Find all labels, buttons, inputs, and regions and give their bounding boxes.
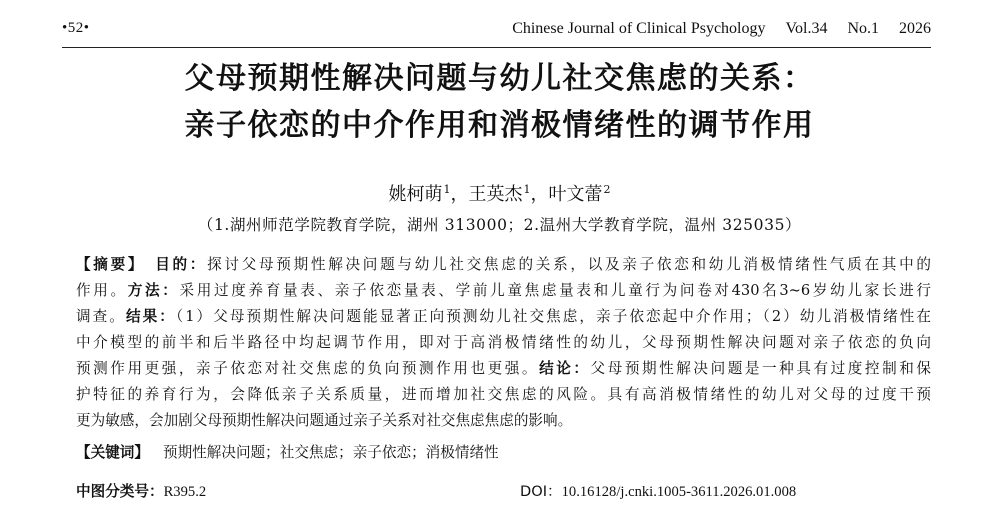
abstract-line [76, 382, 931, 408]
keywords [76, 441, 499, 465]
author-name: 叶文蕾 [548, 184, 603, 205]
author-list [0, 178, 999, 207]
author-affiliation-mark: 1 [443, 183, 451, 196]
abstract-section-label: 目的： [152, 256, 208, 273]
doi-value: 10.16128/j.cnki.1005-3611.2026.01.008 [561, 484, 797, 500]
abstract-text: 护特征的养育行为，会降低亲子关系质量，进而增加社交焦虑的风险。具有高消极情绪性的幼儿对父母的过度干预 [76, 386, 931, 403]
journal-issue: No.1 [847, 20, 879, 37]
classification-number [76, 481, 206, 503]
abstract-text: 调查。 [76, 308, 126, 325]
abstract-text: 父母预期性解决问题是一种具有过度控制和保 [590, 360, 931, 377]
journal-volume: Vol.34 [785, 20, 828, 37]
doi [520, 481, 796, 503]
abstract-section-label: 结论： [539, 360, 591, 377]
abstract [76, 252, 931, 434]
abstract-text: （1）父母预期性解决问题能显著正向预测幼儿社交焦虑，亲子依恋起中介作用；（2）幼儿消极情绪性在 [175, 308, 931, 325]
classification-value: R395.2 [163, 484, 207, 500]
author-affiliation-mark: 1 [523, 183, 531, 196]
page-number: •52• [62, 20, 90, 36]
doi-label: DOI： [520, 483, 562, 500]
abstract-text: 采用过度养育量表、亲子依恋量表、学前儿童焦虑量表和儿童行为问卷对430名3~6岁幼儿家长进行 [179, 282, 931, 299]
abstract-line [76, 252, 931, 278]
abstract-section-label: 方法： [127, 282, 180, 299]
journal-name: Chinese Journal of Clinical Psychology [512, 20, 766, 37]
author-separator: ， [450, 184, 469, 205]
paper-title-line-1: 父母预期性解决问题与幼儿社交焦虑的关系： [184, 61, 815, 96]
abstract-text: 中介模型的前半和后半路径中均起调节作用，即对于高消极情绪性的幼儿，父母预期性解决问题对亲子依恋的负向 [76, 334, 931, 351]
abstract-line [76, 330, 931, 356]
abstract-text: 更为敏感，会加剧父母预期性解决问题通过亲子关系对社交焦虑焦虑的影响。 [76, 412, 573, 429]
affiliations: （1.湖州师范学院教育学院，湖州 313000；2.温州大学教育学院，温州 325035） [197, 216, 802, 234]
keywords-label: 【关键词】 [76, 444, 149, 461]
classification-label: 中图分类号： [76, 483, 164, 500]
abstract-label: 【摘要】 [76, 256, 153, 273]
abstract-text: 作用。 [76, 282, 128, 299]
abstract-line [76, 356, 931, 382]
abstract-section-label: 结果： [125, 308, 176, 325]
header-divider [62, 47, 931, 48]
abstract-line [76, 278, 931, 304]
abstract-text: 预测作用更强，亲子依恋对社交焦虑的负向预测作用也更强。 [76, 360, 540, 377]
abstract-text: 探讨父母预期性解决问题与幼儿社交焦虑的关系，以及亲子依恋和幼儿消极情绪性气质在其中的 [207, 256, 931, 273]
author-name: 王英杰 [468, 184, 523, 205]
journal-info [512, 20, 931, 38]
journal-year: 2026 [899, 20, 931, 37]
author-separator: ， [530, 184, 549, 205]
keywords-values: 预期性解决问题；社交焦虑；亲子依恋；消极情绪性 [162, 444, 499, 461]
author-name: 姚柯萌 [388, 184, 443, 205]
abstract-line [76, 304, 931, 330]
abstract-line [76, 408, 931, 434]
author-affiliation-mark: 2 [603, 183, 611, 196]
paper-title-line-2: 亲子依恋的中介作用和消极情绪性的调节作用 [184, 108, 815, 143]
